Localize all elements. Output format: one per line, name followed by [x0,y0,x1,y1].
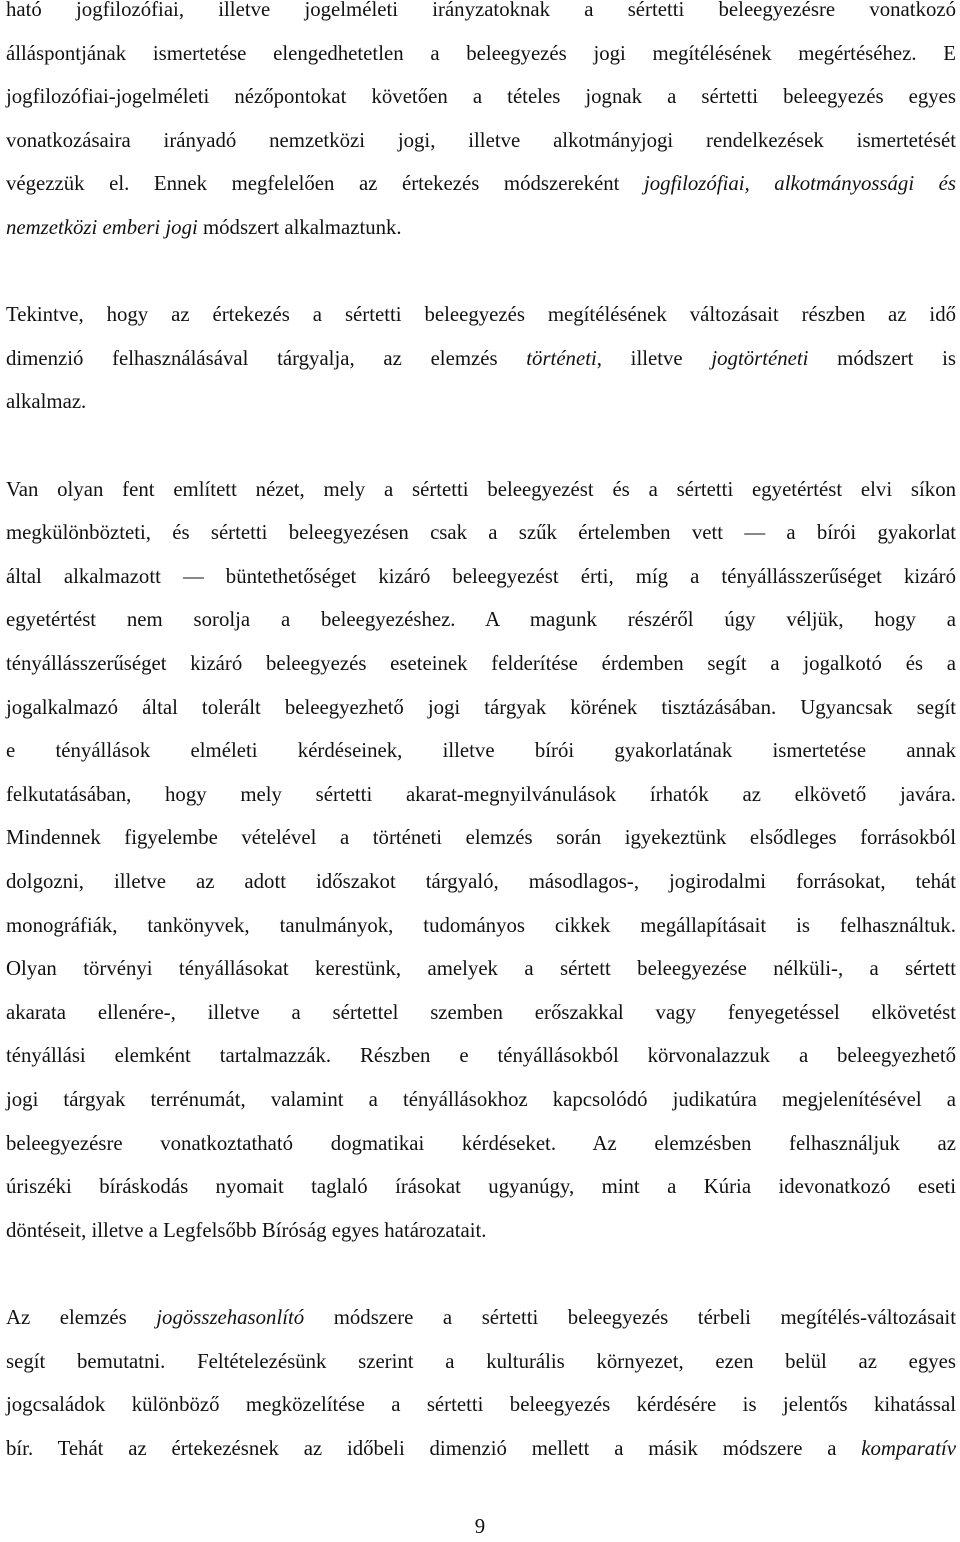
text-line [6,867,956,897]
text-run: jogfilozófiai-jogelméleti nézőpontokat követően a tételes jognak a sértetti beleegyezés egyes [6,85,956,109]
text-run: segít bemutatni. Feltételezésünk szerint a kulturális környezet, ezen belül az egyes [6,1349,956,1373]
text-run: alkalmaz. [6,390,87,414]
text-line [6,693,956,723]
italic-text: komparatív [861,1436,956,1460]
text-line [6,344,956,374]
text-run: tényállásszerűséget kizáró beleegyezés eseteinek felderítése érdemben segít a jogalkotó és a [6,652,956,675]
text-run: Van olyan fent említett nézet, mely a sértetti beleegyezést és a sértetti egyetértést elvi síkon [6,477,956,501]
text-line [6,649,956,679]
text-line [6,126,956,156]
text-line [6,1434,956,1464]
text-line [6,562,956,592]
text-line [6,1390,956,1420]
text-line [6,1216,956,1246]
text-line [6,1041,956,1071]
italic-text: jogfilozófiai, alkotmányossági és [644,172,957,196]
text-run: Tekintve, hogy az értekezés a sértetti beleegyezés megítélésének változásait részben az idő [6,303,956,327]
text-line [6,1347,956,1377]
text-line [6,1172,956,1202]
text-run: végezzük el. Ennek megfelelően az értekezés módszereként [6,172,644,196]
text-run: dimenzió felhasználásával tárgyalja, az elemzés [6,346,527,370]
text-line [6,169,956,199]
text-run: , illetve [596,346,712,370]
text-line [6,911,956,941]
text-line [6,213,956,243]
italic-text: történeti [526,346,597,370]
text-line [6,998,956,1028]
text-line [6,1085,956,1115]
text-run: monográfiák, tankönyvek, tanulmányok, tudományos cikkek megállapításait is felhasználtuk. [6,913,956,937]
text-run: úriszéki bíráskodás nyomait taglaló írásokat ugyanúgy, mint a Kúria idevonatkozó eseti [6,1175,956,1199]
text-run: által alkalmazott — büntethetőséget kizáró beleegyezést érti, míg a tényállásszerűséget kizáró [6,564,956,588]
text-run: jogi tárgyak terrénumát, valamint a tényállásokhoz kapcsolódó judikatúra megjelenítésével a [6,1088,956,1111]
text-run: módszert alkalmaztunk. [197,216,402,239]
page-number: 9 [474,1515,486,1538]
text-run: jogalkalmazó által tolerált beleegyezhető jogi tárgyak körének tisztázásában. Ugyancsak segít [6,695,956,719]
text-run: módszere a sértetti beleegyezés térbeli megítélés-változásait [304,1306,956,1329]
text-run: bír. Tehát az értekezésnek az időbeli dimenzió mellett a másik módszere a [6,1436,862,1460]
text-run: jogcsaládok különböző megközelítése a sértetti beleegyezés kérdésére is jelentős kihatással [6,1393,956,1417]
italic-text: jogösszehasonlító [156,1306,305,1329]
text-run: Az elemzés [6,1306,157,1329]
text-run: e tényállások elméleti kérdéseinek, illetve bírói gyakorlatának ismertetése annak [6,739,956,763]
text-line [6,1129,956,1159]
text-line [6,736,956,766]
text-run: beleegyezésre vonatkoztatható dogmatikai kérdéseket. Az elemzésben felhasználjuk az [6,1131,956,1155]
text-run: ható jogfilozófiai, illetve jogelméleti irányzatoknak a sértetti beleegyezésre vonatkozó [6,0,956,21]
text-run: felkutatásában, hogy mely sértetti akarat-megnyilvánulások írhatók az elkövető javára. [6,782,956,806]
text-line [6,39,956,69]
text-line [6,387,956,417]
text-run: módszert is [808,346,956,370]
text-line [6,1303,956,1333]
italic-text: jogtörténeti [711,346,809,370]
text-line [6,0,956,25]
text-run: tényállási elemként tartalmazzák. Részben e tényállásokból körvonalazzuk a beleegyezhető [6,1044,956,1068]
text-run: dolgozni, illetve az adott időszakot tárgyaló, másodlagos-, jogirodalmi forrásokat, tehát [6,870,956,893]
text-run: vonatkozásaira irányadó nemzetközi jogi, illetve alkotmányjogi rendelkezések ismertetését [6,128,956,152]
text-line [6,605,956,635]
text-line [6,518,956,548]
text-run: egyetértést nem sorolja a beleegyezéshez. A magunk részéről úgy véljük, hogy a [6,608,956,632]
text-line [6,954,956,984]
text-run: döntéseit, illetve a Legfelsőbb Bíróság egyes határozatait. [6,1218,487,1242]
text-line [6,780,956,810]
italic-text: nemzetközi emberi jogi [6,216,198,239]
text-run: akarata ellenére-, illetve a sértettel szemben erőszakkal vagy fenyegetéssel elkövetést [6,1000,956,1024]
text-run: Olyan törvényi tényállásokat kerestünk, amelyek a sértett beleegyezése nélküli-, a sértett [6,957,956,981]
text-line [6,475,956,505]
text-run: álláspontjának ismertetése elengedhetetlen a beleegyezés jogi megítélésének megértéséhez. E [6,41,956,65]
text-run: Mindennek figyelembe vételével a történeti elemzés során igyekeztünk elsődleges forrásokból [6,826,956,850]
text-run: megkülönbözteti, és sértetti beleegyezésen csak a szűk értelemben vett — a bírói gyakorlat [6,521,956,545]
text-line [6,823,956,853]
text-line [6,300,956,330]
text-line [6,82,956,112]
